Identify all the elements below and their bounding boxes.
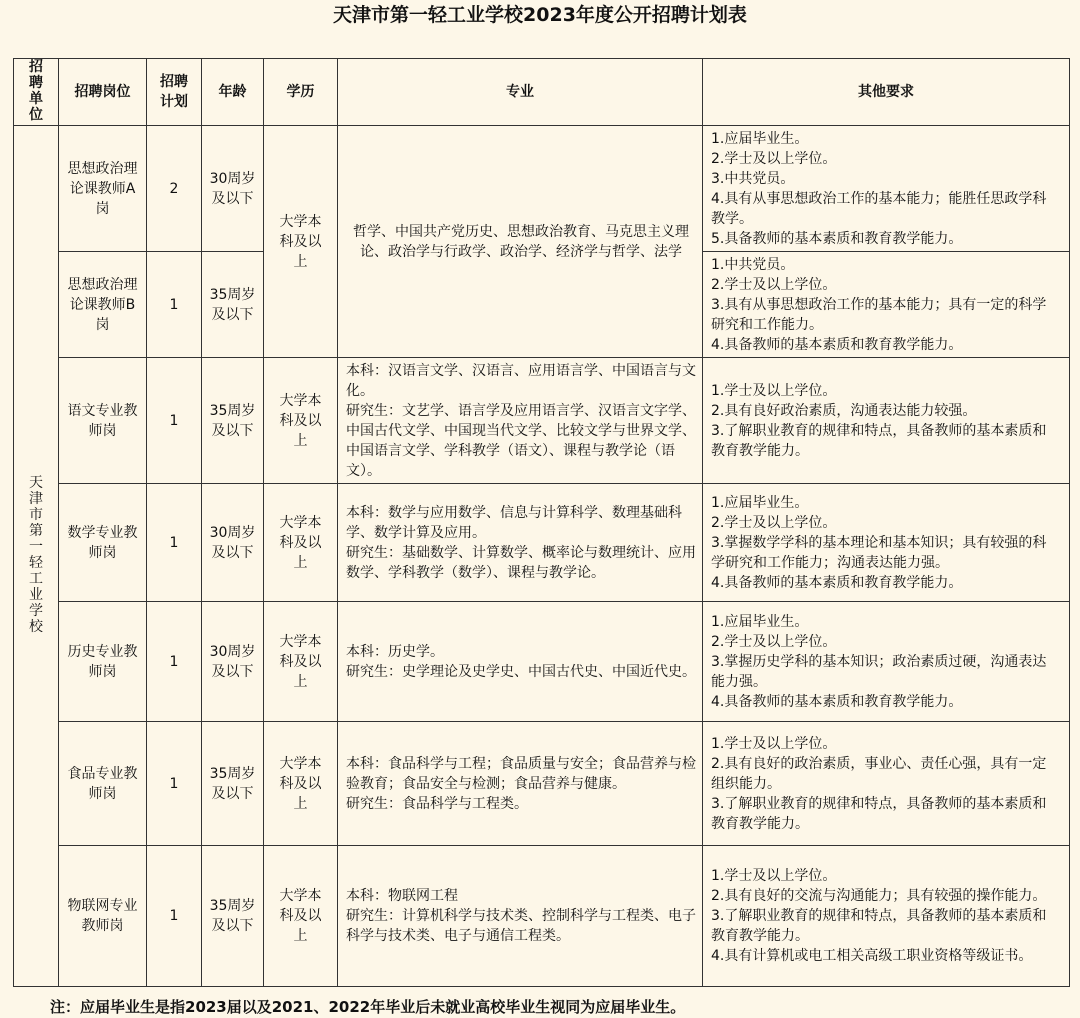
other-requirements-cell: 1.学士及以上学位。 2.具有良好政治素质，沟通表达能力较强。 3.了解职业教育的规律和特点，具备教师的基本素质和教育教学能力。 bbox=[703, 358, 1070, 484]
age-cell: 35周岁及以下 bbox=[202, 846, 264, 987]
recruitment-plan-table bbox=[13, 58, 1070, 987]
position-cell: 食品专业教师岗 bbox=[59, 722, 147, 846]
age-cell: 30周岁及以下 bbox=[202, 484, 264, 602]
header-other: 其他要求 bbox=[703, 59, 1070, 126]
education-cell: 大学本科及以上 bbox=[264, 602, 338, 722]
other-requirements-cell: 1.应届毕业生。 2.学士及以上学位。 3.中共党员。 4.具有从事思想政治工作的基本能力；能胜任思政学科教学。 5.具备教师的基本素质和教育教学能力。 bbox=[703, 126, 1070, 252]
recruiting-unit-cell bbox=[14, 126, 59, 987]
header-major: 专业 bbox=[338, 59, 703, 126]
position-cell: 物联网专业教师岗 bbox=[59, 846, 147, 987]
other-requirements-cell: 1.学士及以上学位。 2.具有良好的政治素质，事业心、责任心强，具有一定组织能力。 3.了解职业教育的规律和特点，具备教师的基本素质和教育教学能力。 bbox=[703, 722, 1070, 846]
age-cell: 35周岁及以下 bbox=[202, 358, 264, 484]
header-age: 年龄 bbox=[202, 59, 264, 126]
major-cell: 本科：汉语言文学、汉语言、应用语言学、中国语言与文化。 研究生：文艺学、语言学及应用语言学、汉语言文字学、中国古代文学、中国现当代文学、比较文学与世界文学、中国语言文学、学科教学（语文）、课程与教学论（语文）。 bbox=[338, 358, 703, 484]
age-cell: 35周岁及以下 bbox=[202, 252, 264, 358]
position-cell: 语文专业教师岗 bbox=[59, 358, 147, 484]
recruiting-unit: 天津市第一轻工业学校 bbox=[29, 475, 43, 635]
other-requirements-cell: 1.应届毕业生。 2.学士及以上学位。 3.掌握历史学科的基本知识；政治素质过硬，沟通表达能力强。 4.具备教师的基本素质和教育教学能力。 bbox=[703, 602, 1070, 722]
age-cell: 30周岁及以下 bbox=[202, 602, 264, 722]
education-cell: 大学本科及以上 bbox=[264, 126, 338, 358]
position-cell: 数学专业教师岗 bbox=[59, 484, 147, 602]
position-cell: 历史专业教师岗 bbox=[59, 602, 147, 722]
education-cell: 大学本科及以上 bbox=[264, 846, 338, 987]
table-header-row bbox=[14, 59, 1070, 126]
position-cell: 思想政治理论课教师B岗 bbox=[59, 252, 147, 358]
major-cell: 本科：食品科学与工程；食品质量与安全；食品营养与检验教育；食品安全与检测；食品营养与健康。 研究生：食品科学与工程类。 bbox=[338, 722, 703, 846]
table-row bbox=[14, 126, 1070, 252]
plan-cell: 2 bbox=[147, 126, 202, 252]
table-row bbox=[14, 602, 1070, 722]
page-title: 天津市第一轻工业学校2023年度公开招聘计划表 bbox=[333, 4, 747, 26]
plan-cell: 1 bbox=[147, 358, 202, 484]
plan-cell: 1 bbox=[147, 484, 202, 602]
major-cell: 本科：数学与应用数学、信息与计算科学、数理基础科学、数学计算及应用。 研究生：基础数学、计算数学、概率论与数理统计、应用数学、学科教学（数学）、课程与教学论。 bbox=[338, 484, 703, 602]
age-cell: 35周岁及以下 bbox=[202, 722, 264, 846]
major-cell: 哲学、中国共产党历史、思想政治教育、马克思主义理论、政治学与行政学、政治学、经济学与哲学、法学 bbox=[338, 126, 703, 358]
footnote: 注：应届毕业生是指2023届以及2021、2022年毕业后未就业高校毕业生视同为应届毕业生。 bbox=[50, 998, 686, 1016]
header-plan: 招聘计划 bbox=[147, 59, 202, 126]
other-requirements-cell: 1.中共党员。 2.学士及以上学位。 3.具有从事思想政治工作的基本能力；具有一定的科学研究和工作能力。 4.具备教师的基本素质和教育教学能力。 bbox=[703, 252, 1070, 358]
major-cell: 本科：物联网工程 研究生：计算机科学与技术类、控制科学与工程类、电子科学与技术类、电子与通信工程类。 bbox=[338, 846, 703, 987]
plan-cell: 1 bbox=[147, 846, 202, 987]
header-position: 招聘岗位 bbox=[59, 59, 147, 126]
header-unit: 招聘单位 bbox=[14, 59, 59, 126]
age-cell: 30周岁及以下 bbox=[202, 126, 264, 252]
position-cell: 思想政治理论课教师A岗 bbox=[59, 126, 147, 252]
plan-cell: 1 bbox=[147, 252, 202, 358]
table-row bbox=[14, 722, 1070, 846]
plan-cell: 1 bbox=[147, 602, 202, 722]
other-requirements-cell: 1.应届毕业生。 2.学士及以上学位。 3.掌握数学学科的基本理论和基本知识；具有较强的科学研究和工作能力；沟通表达能力强。 4.具备教师的基本素质和教育教学能力。 bbox=[703, 484, 1070, 602]
table-row bbox=[14, 846, 1070, 987]
other-requirements-cell: 1.学士及以上学位。 2.具有良好的交流与沟通能力；具有较强的操作能力。 3.了解职业教育的规律和特点，具备教师的基本素质和教育教学能力。 4.具有计算机或电工相关高级工职业资格等级证书。 bbox=[703, 846, 1070, 987]
education-cell: 大学本科及以上 bbox=[264, 722, 338, 846]
header-education: 学历 bbox=[264, 59, 338, 126]
table-row bbox=[14, 358, 1070, 484]
education-cell: 大学本科及以上 bbox=[264, 358, 338, 484]
education-cell: 大学本科及以上 bbox=[264, 484, 338, 602]
table-row bbox=[14, 484, 1070, 602]
major-cell: 本科：历史学。 研究生：史学理论及史学史、中国古代史、中国近代史。 bbox=[338, 602, 703, 722]
plan-cell: 1 bbox=[147, 722, 202, 846]
